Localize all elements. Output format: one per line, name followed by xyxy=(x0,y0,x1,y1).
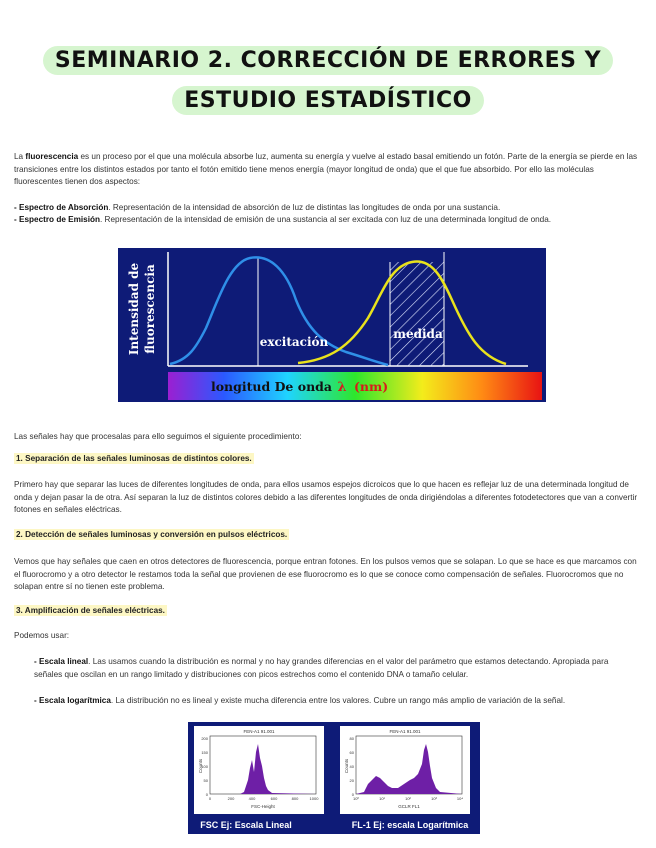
fluorescence-spectrum-svg xyxy=(118,248,546,402)
fluorescence-spectrum-figure xyxy=(118,248,546,402)
right-xtick: 10⁰ xyxy=(352,796,360,801)
step-1-text: Primero hay que separar las luces de diferentes longitudes de onda, para ellos usamos espejos dicroicos que lo que hacen es reflejar luz de una determinada longitud de onda y dejan pasar la de otra. Así separan la luz de distintos colores debido a las diferentes longitudes de onda dirigiéndolas a diferentes fotodetectores que van a convertir fotones en señales eléctricas. xyxy=(14,480,638,514)
right-x-label: GCLR FL1 xyxy=(398,804,420,809)
page-title-line-2: ESTUDIO ESTADÍSTICO xyxy=(172,86,484,115)
excitation-label: excitación xyxy=(259,335,329,349)
x-unit: (nm) xyxy=(354,379,389,394)
right-ytick: 60 xyxy=(349,750,354,755)
right-ytick: 0 xyxy=(351,792,354,797)
histogram-svg xyxy=(188,722,480,834)
emission-label: medida xyxy=(393,327,443,341)
right-caption: FL-1 Ej: escala Logarítmica xyxy=(351,820,469,830)
scale-linear-term: - Escala lineal xyxy=(34,657,89,666)
step-3-heading: 3. Amplificación de señales eléctricas. xyxy=(16,606,165,615)
step-2-text: Vemos que hay señales que caen en otros detectores de fluorescencia, porque entran fotones. En los pulsos vemos que se solapan. Lo que se hace es que marcamos con el fluorocromo y a otro detector le restamos toda la señal que provienen de ese fluorocromo es lo que se conoce como compensación de señales. Fluorocromos que no solapan entre sí no tienen este problema. xyxy=(14,557,637,591)
left-panel-header: FEN-A1 91.001 xyxy=(243,729,275,734)
left-ytick: 50 xyxy=(203,778,208,783)
intro-paragraph xyxy=(14,151,642,189)
left-xtick: 400 xyxy=(248,796,256,801)
scale-log-term: - Escala logarítmica xyxy=(34,696,111,705)
right-y-label: Counts xyxy=(344,758,349,774)
scale-linear-text: . Las usamos cuando la distribución es normal y no hay grandes diferencias en el valor del parámetro que estamos detectando. Apropiada para señales que oscilan en un rango limitado y distribuciones con picos estrechos como el contenido DNA o tamaño celular. xyxy=(34,657,609,679)
left-y-label: Counts xyxy=(198,758,203,774)
left-xtick: 600 xyxy=(270,796,278,801)
left-xtick: 800 xyxy=(291,796,299,801)
title-line-1-wrap xyxy=(0,46,656,75)
left-caption: FSC Ej: Escala Lineal xyxy=(200,820,292,830)
lambda-symbol: λ xyxy=(337,380,347,395)
left-x-label: FSC-Height xyxy=(251,804,275,809)
page-title-line-1: SEMINARIO 2. CORRECCIÓN DE ERRORES Y xyxy=(43,46,613,75)
intro-term: fluorescencia xyxy=(25,152,79,161)
aspect-emission-text: . Representación de la intensidad de emisión de una sustancia al ser excitada con luz de una determinada longitud de onda. xyxy=(100,215,552,224)
right-xtick: 10³ xyxy=(431,796,437,801)
step-2-heading: 2. Detección de señales luminosas y conversión en pulsos eléctricos. xyxy=(16,530,288,539)
right-panel-header: FEN-A1 91.001 xyxy=(389,729,421,734)
x-label: longitud De onda xyxy=(210,379,332,394)
right-ytick: 20 xyxy=(349,778,354,783)
right-xtick: 10² xyxy=(405,796,411,801)
measured-band xyxy=(390,262,444,366)
scale-log xyxy=(34,695,634,708)
left-ytick: 200 xyxy=(201,736,208,741)
intro-la: La xyxy=(14,152,26,161)
aspect-absorption-text: . Representación de la intensidad de absorción de luz de distintas las longitudes de onda por una sustancia. xyxy=(108,203,501,212)
y-label-line-2: fluorescencia xyxy=(143,264,157,354)
scale-linear xyxy=(34,656,634,681)
procedure-intro: Las señales hay que procesalas para ello seguimos el siguiente procedimiento: xyxy=(14,432,302,441)
right-xtick: 10⁴ xyxy=(456,796,464,801)
y-label-line-1: Intensidad de xyxy=(127,262,141,356)
step-1-heading: 1. Separación de las señales luminosas de distintos colores. xyxy=(16,454,252,463)
title-line-2-wrap xyxy=(0,86,656,115)
intro-rest: es un proceso por el que una molécula absorbe luz, aumenta su energía y vuelve al estado basal emitiendo un fotón. Parte de la energía se pierde en las transiciones entre los distintos estados por tanto el fotón emitido tiene menos energía (mayor longitud de onda) que el que fue absorbido. Por ello las moléculas fluorescentes tienen dos aspectos: xyxy=(14,152,638,186)
left-xtick: 200 xyxy=(227,796,235,801)
aspect-absorption xyxy=(14,202,642,215)
left-ytick: 100 xyxy=(201,764,208,769)
aspect-absorption-term: - Espectro de Absorción xyxy=(14,203,109,212)
right-ytick: 80 xyxy=(349,736,354,741)
left-ytick: 0 xyxy=(205,792,208,797)
left-xtick: 0 xyxy=(208,796,212,801)
step-3-text: Podemos usar: xyxy=(14,631,70,640)
right-ytick: 40 xyxy=(349,764,354,769)
aspect-emission-term: - Espectro de Emisión xyxy=(14,215,100,224)
right-xtick: 10¹ xyxy=(379,796,385,801)
aspect-emission xyxy=(14,214,642,227)
left-xtick: 1000 xyxy=(309,796,319,801)
histogram-figure xyxy=(188,722,480,834)
left-ytick: 150 xyxy=(201,750,208,755)
scale-log-text: . La distribución no es lineal y existe mucha diferencia entre los valores. Cubre un rango más amplio de variación de la señal. xyxy=(110,696,566,705)
